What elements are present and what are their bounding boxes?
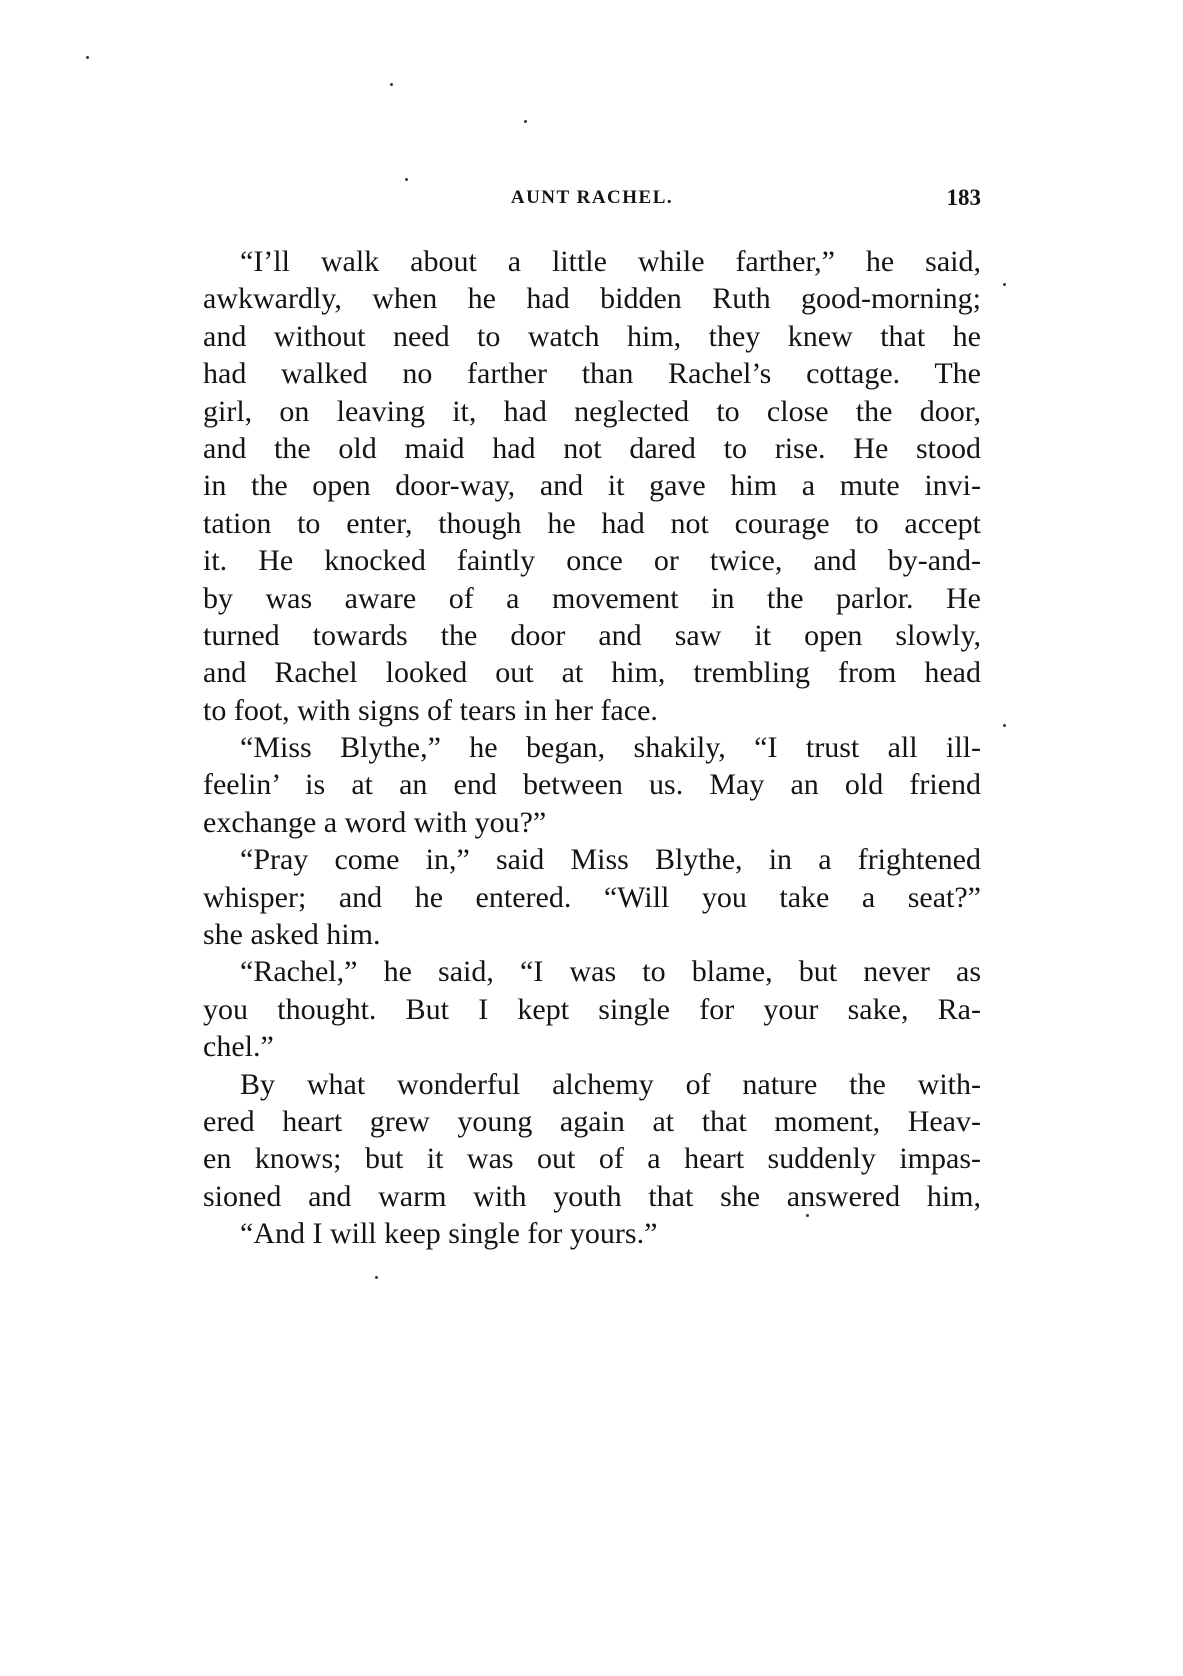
text-line: and Rachel looked out at him, trembling from head (203, 656, 981, 690)
paragraph (203, 729, 981, 841)
text-line: “Pray come in,” said Miss Blythe, in a frightened (240, 843, 981, 877)
text-line: feelin’ is at an end between us. May an old friend (203, 768, 981, 802)
text-line: en knows; but it was out of a heart suddenly impas- (203, 1142, 981, 1176)
print-speck (405, 178, 408, 181)
paragraph (203, 1066, 981, 1216)
page-number: 183 (946, 185, 981, 210)
text-line: by was aware of a movement in the parlor. He (203, 581, 981, 615)
paragraph (203, 841, 981, 953)
text-line: exchange a word with you?” (203, 805, 547, 839)
text-line: awkwardly, when he had bidden Ruth good-morning; (203, 282, 981, 316)
text-line: “I’ll walk about a little while farther,” he said, (240, 245, 981, 278)
paragraph (203, 243, 981, 729)
text-line: “Miss Blythe,” he began, shakily, “I trust all ill- (240, 731, 981, 765)
print-speck (1003, 283, 1006, 286)
body-text (203, 243, 981, 1253)
print-speck (524, 120, 527, 123)
text-line: “Rachel,” he said, “I was to blame, but never as (240, 955, 981, 989)
text-line: girl, on leaving it, had neglected to close the door, (203, 394, 981, 428)
text-line: “And I will keep single for yours.” (240, 1217, 658, 1251)
text-line: and without need to watch him, they knew that he (203, 319, 981, 353)
text-line: tation to enter, though he had not courage to accept (203, 506, 981, 540)
text-line: chel.” (203, 1030, 274, 1064)
text-line: turned towards the door and saw it open slowly, (203, 618, 981, 652)
print-speck (1003, 724, 1006, 727)
text-line: had walked no farther than Rachel’s cottage. The (203, 357, 981, 391)
text-line: and the old maid had not dared to rise. He stood (203, 431, 981, 465)
text-line: sioned and warm with youth that she answered him, (203, 1179, 981, 1213)
paragraph (203, 953, 981, 1065)
text-line: By what wonderful alchemy of nature the with- (240, 1067, 981, 1101)
text-line: she asked him. (203, 918, 381, 952)
print-speck (86, 56, 89, 59)
text-line: whisper; and he entered. “Will you take a seat?” (203, 880, 981, 914)
paragraph (203, 1215, 981, 1252)
text-line: in the open door-way, and it gave him a mute invi- (203, 469, 981, 503)
text-line: you thought. But I kept single for your sake, Ra- (203, 992, 981, 1026)
text-line: to foot, with signs of tears in her face. (203, 693, 658, 727)
page-header (203, 183, 981, 213)
print-speck (375, 1276, 378, 1279)
text-line: it. He knocked faintly once or twice, and by-and- (203, 544, 981, 578)
running-head: AUNT RACHEL. (510, 187, 674, 208)
print-speck (390, 83, 393, 86)
text-line: ered heart grew young again at that moment, Heav- (203, 1104, 981, 1138)
